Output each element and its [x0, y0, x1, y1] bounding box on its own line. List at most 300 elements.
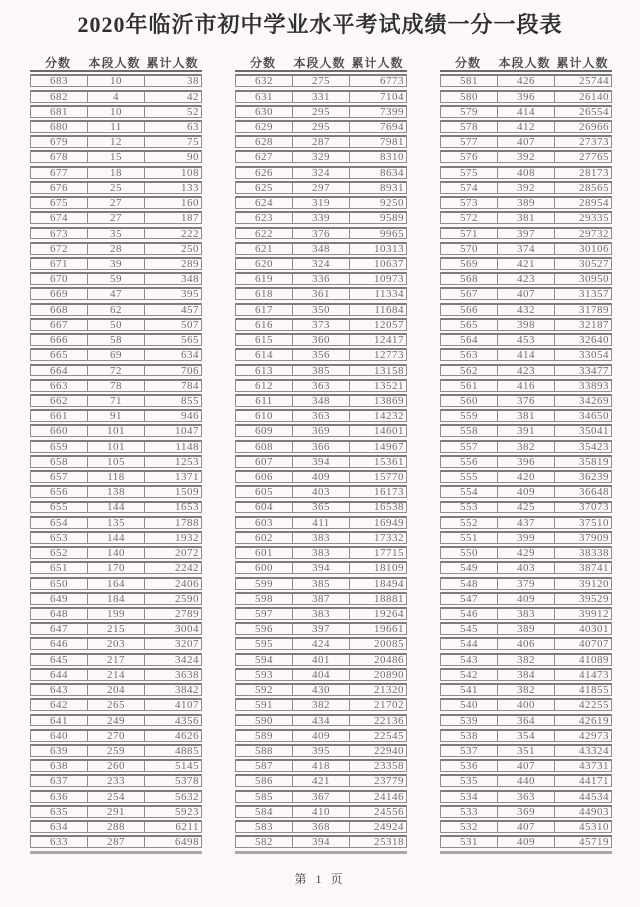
table-row [30, 318, 202, 331]
table-row [30, 683, 202, 696]
segment-count-cell: 62 [87, 305, 144, 315]
table-row [440, 592, 612, 605]
table-row [235, 348, 407, 361]
table-row [235, 744, 407, 757]
segment-count-cell: 423 [497, 366, 554, 376]
cumulative-count-cell: 1371 [144, 472, 201, 482]
table-row [440, 835, 612, 848]
header-segment-count: 本段人数 [498, 55, 551, 70]
cumulative-count-cell: 1148 [144, 442, 201, 452]
segment-count-cell: 297 [292, 183, 349, 193]
score-cell: 602 [255, 531, 273, 544]
score-cell: 650 [50, 577, 68, 590]
segment-count-cell: 423 [497, 274, 554, 284]
score-cell: 623 [255, 212, 273, 225]
table-row [440, 455, 612, 468]
score-cell: 571 [460, 227, 478, 240]
segment-count-cell: 365 [292, 503, 349, 513]
segment-count-cell: 363 [497, 792, 554, 802]
cumulative-count-cell: 108 [144, 168, 201, 178]
segment-count-cell: 396 [497, 457, 554, 467]
segment-count-cell: 394 [292, 837, 349, 847]
segment-count-cell: 215 [87, 624, 144, 634]
score-cell: 649 [50, 592, 68, 605]
table-row [235, 561, 407, 574]
table-row [30, 531, 202, 544]
score-cell: 669 [50, 288, 68, 301]
table-row [440, 166, 612, 179]
segment-count-cell: 401 [292, 655, 349, 665]
score-cell: 670 [50, 273, 68, 286]
score-cell: 680 [50, 121, 68, 133]
score-cell: 614 [255, 349, 273, 362]
table-row [235, 181, 407, 194]
cumulative-count-cell: 17332 [349, 533, 406, 543]
segment-count-cell: 217 [87, 655, 144, 665]
score-cell: 672 [50, 242, 68, 255]
table-bottom-border [235, 851, 407, 854]
score-cell: 622 [255, 227, 273, 240]
table-row [440, 364, 612, 377]
table-row [440, 546, 612, 559]
cumulative-count-cell: 23779 [349, 776, 406, 786]
score-cell: 617 [255, 303, 273, 316]
segment-count-cell: 440 [497, 776, 554, 786]
cumulative-count-cell: 19661 [349, 624, 406, 634]
segment-count-cell: 354 [497, 731, 554, 741]
segment-count-cell: 403 [497, 563, 554, 573]
table-row [30, 272, 202, 285]
segment-count-cell: 164 [87, 579, 144, 589]
score-cell: 585 [255, 790, 273, 803]
table-row [235, 501, 407, 514]
score-cell: 679 [50, 136, 68, 149]
cumulative-count-cell: 2242 [144, 563, 201, 573]
segment-count-cell: 101 [87, 442, 144, 452]
cumulative-count-cell: 19264 [349, 609, 406, 619]
segment-count-cell: 392 [497, 183, 554, 193]
cumulative-count-cell: 21320 [349, 685, 406, 695]
table-row [235, 820, 407, 833]
segment-count-cell: 10 [87, 76, 144, 86]
score-cell: 545 [460, 623, 478, 636]
table-row [30, 470, 202, 483]
cumulative-count-cell: 5632 [144, 792, 201, 802]
score-cell: 646 [50, 638, 68, 651]
cumulative-count-cell: 5923 [144, 807, 201, 817]
table-row [440, 820, 612, 833]
table-row [440, 531, 612, 544]
table-row [440, 622, 612, 635]
score-cell: 674 [50, 212, 68, 225]
segment-count-cell: 383 [292, 609, 349, 619]
score-cell: 595 [255, 638, 273, 651]
segment-count-cell: 363 [292, 381, 349, 391]
score-cell: 603 [255, 516, 273, 529]
segment-count-cell: 295 [292, 122, 349, 132]
segment-count-cell: 398 [497, 320, 554, 330]
table-row [235, 409, 407, 422]
cumulative-count-cell: 7399 [349, 107, 406, 117]
cumulative-count-cell: 2406 [144, 579, 201, 589]
segment-count-cell: 396 [497, 92, 554, 102]
score-cell: 616 [255, 318, 273, 331]
score-cell: 581 [460, 75, 478, 88]
table-row [30, 303, 202, 316]
score-cell: 636 [50, 790, 68, 803]
cumulative-count-cell: 2072 [144, 548, 201, 558]
cumulative-count-cell: 43324 [554, 746, 611, 756]
cumulative-count-cell: 20085 [349, 639, 406, 649]
cumulative-count-cell: 13521 [349, 381, 406, 391]
score-cell: 533 [460, 805, 478, 818]
table-row [30, 668, 202, 681]
cumulative-count-cell: 457 [144, 305, 201, 315]
table-row [440, 120, 612, 133]
segment-count-cell: 395 [292, 746, 349, 756]
page-number: 第 1 页 [294, 871, 346, 886]
score-cell: 663 [50, 379, 68, 392]
segment-count-cell: 408 [497, 168, 554, 178]
table-row [235, 607, 407, 620]
segment-count-cell: 11 [87, 122, 144, 132]
segment-count-cell: 367 [292, 792, 349, 802]
score-cell: 598 [255, 592, 273, 605]
score-cell: 632 [255, 75, 273, 88]
segment-count-cell: 288 [87, 822, 144, 832]
segment-count-cell: 39 [87, 259, 144, 269]
score-cell: 559 [460, 410, 478, 423]
segment-count-cell: 25 [87, 183, 144, 193]
table-row [30, 744, 202, 757]
cumulative-count-cell: 22136 [349, 716, 406, 726]
segment-count-cell: 364 [497, 716, 554, 726]
cumulative-count-cell: 52 [144, 107, 201, 117]
cumulative-count-cell: 222 [144, 229, 201, 239]
segment-count-cell: 71 [87, 396, 144, 406]
segment-count-cell: 407 [497, 822, 554, 832]
segment-count-cell: 78 [87, 381, 144, 391]
score-cell: 618 [255, 288, 273, 301]
cumulative-count-cell: 37510 [554, 518, 611, 528]
table-row [30, 501, 202, 514]
score-cell: 673 [50, 227, 68, 240]
score-cell: 656 [50, 486, 68, 499]
score-cell: 568 [460, 273, 478, 286]
table-row [30, 714, 202, 727]
table-row [30, 698, 202, 711]
segment-count-cell: 389 [497, 624, 554, 634]
score-cell: 625 [255, 181, 273, 194]
table-row [235, 455, 407, 468]
cumulative-count-cell: 10637 [349, 259, 406, 269]
score-cell: 682 [50, 90, 68, 103]
score-cell: 678 [50, 151, 68, 164]
score-cell: 553 [460, 501, 478, 514]
cumulative-count-cell: 44171 [554, 776, 611, 786]
table-bottom-border [440, 851, 612, 854]
segment-count-cell: 287 [87, 837, 144, 847]
score-cell: 572 [460, 212, 478, 225]
score-cell: 635 [50, 805, 68, 818]
table-row [30, 653, 202, 666]
score-cell: 620 [255, 257, 273, 270]
score-cell: 565 [460, 318, 478, 331]
cumulative-count-cell: 395 [144, 289, 201, 299]
score-cell: 601 [255, 547, 273, 560]
segment-count-cell: 351 [497, 746, 554, 756]
cumulative-count-cell: 41089 [554, 655, 611, 665]
table-row [440, 303, 612, 316]
cumulative-count-cell: 42619 [554, 716, 611, 726]
table-row [440, 333, 612, 346]
score-cell: 560 [460, 394, 478, 407]
cumulative-count-cell: 63 [144, 122, 201, 132]
segment-count-cell: 434 [292, 716, 349, 726]
segment-count-cell: 265 [87, 700, 144, 710]
table-row [235, 150, 407, 163]
score-cell: 579 [460, 105, 478, 118]
score-cell: 566 [460, 303, 478, 316]
table-row [235, 683, 407, 696]
cumulative-count-cell: 32187 [554, 320, 611, 330]
cumulative-count-cell: 34269 [554, 396, 611, 406]
segment-count-cell: 287 [292, 137, 349, 147]
cumulative-count-cell: 6211 [144, 822, 201, 832]
table-row [440, 668, 612, 681]
table-row [30, 516, 202, 529]
score-cell: 558 [460, 425, 478, 438]
cumulative-count-cell: 33054 [554, 350, 611, 360]
table-row [30, 790, 202, 803]
score-cell: 633 [50, 836, 68, 849]
cumulative-count-cell: 15361 [349, 457, 406, 467]
score-cell: 536 [460, 760, 478, 773]
score-cell: 549 [460, 562, 478, 575]
page-title: 2020年临沂市初中学业水平考试成绩一分一段表 [77, 12, 563, 37]
score-cell: 626 [255, 166, 273, 179]
score-cell: 590 [255, 714, 273, 727]
segment-count-cell: 260 [87, 761, 144, 771]
segment-count-cell: 414 [497, 107, 554, 117]
segment-count-cell: 275 [292, 76, 349, 86]
table-row [30, 257, 202, 270]
segment-count-cell: 382 [497, 685, 554, 695]
segment-count-cell: 118 [87, 472, 144, 482]
score-cell: 667 [50, 318, 68, 331]
cumulative-count-cell: 12773 [349, 350, 406, 360]
table-row [30, 242, 202, 255]
table-row [235, 196, 407, 209]
segment-count-cell: 421 [497, 259, 554, 269]
cumulative-count-cell: 22545 [349, 731, 406, 741]
score-cell: 661 [50, 410, 68, 423]
score-cell: 532 [460, 821, 478, 834]
table-row [440, 394, 612, 407]
score-cell: 611 [255, 394, 273, 407]
segment-count-cell: 233 [87, 776, 144, 786]
table-row [235, 120, 407, 133]
segment-count-cell: 391 [497, 426, 554, 436]
cumulative-count-cell: 35423 [554, 442, 611, 452]
segment-count-cell: 376 [497, 396, 554, 406]
score-table-group-1 [30, 54, 202, 854]
cumulative-count-cell: 3424 [144, 655, 201, 665]
score-cell: 666 [50, 334, 68, 347]
table-row [30, 637, 202, 650]
cumulative-count-cell: 2789 [144, 609, 201, 619]
score-cell: 604 [255, 501, 273, 514]
table-header-row [440, 54, 612, 72]
cumulative-count-cell: 38 [144, 76, 201, 86]
cumulative-count-cell: 43731 [554, 761, 611, 771]
cumulative-count-cell: 36239 [554, 472, 611, 482]
segment-count-cell: 397 [292, 624, 349, 634]
table-row [30, 394, 202, 407]
score-cell: 612 [255, 379, 273, 392]
cumulative-count-cell: 25744 [554, 76, 611, 86]
score-cell: 683 [50, 75, 68, 88]
table-row [440, 759, 612, 772]
score-cell: 677 [50, 166, 68, 179]
cumulative-count-cell: 10313 [349, 244, 406, 254]
score-cell: 556 [460, 455, 478, 468]
table-row [440, 790, 612, 803]
cumulative-count-cell: 4626 [144, 731, 201, 741]
segment-count-cell: 361 [292, 289, 349, 299]
cumulative-count-cell: 187 [144, 213, 201, 223]
segment-count-cell: 406 [497, 639, 554, 649]
table-row [235, 166, 407, 179]
score-cell: 557 [460, 440, 478, 453]
segment-count-cell: 10 [87, 107, 144, 117]
table-row [235, 714, 407, 727]
score-cell: 582 [255, 836, 273, 849]
segment-count-cell: 18 [87, 168, 144, 178]
cumulative-count-cell: 6773 [349, 76, 406, 86]
segment-count-cell: 432 [497, 305, 554, 315]
segment-count-cell: 324 [292, 259, 349, 269]
table-row [235, 424, 407, 437]
cumulative-count-cell: 5145 [144, 761, 201, 771]
segment-count-cell: 394 [292, 563, 349, 573]
cumulative-count-cell: 13158 [349, 366, 406, 376]
segment-count-cell: 101 [87, 426, 144, 436]
table-row [440, 501, 612, 514]
segment-count-cell: 437 [497, 518, 554, 528]
table-row [440, 424, 612, 437]
segment-count-cell: 199 [87, 609, 144, 619]
cumulative-count-cell: 1653 [144, 503, 201, 513]
table-row [30, 820, 202, 833]
segment-count-cell: 249 [87, 716, 144, 726]
segment-count-cell: 384 [497, 670, 554, 680]
segment-count-cell: 382 [497, 655, 554, 665]
score-cell: 587 [255, 760, 273, 773]
segment-count-cell: 411 [292, 518, 349, 528]
segment-count-cell: 369 [292, 426, 349, 436]
cumulative-count-cell: 14967 [349, 442, 406, 452]
table-row [235, 135, 407, 148]
score-table-group-3 [440, 54, 612, 854]
cumulative-count-cell: 44534 [554, 792, 611, 802]
table-row [235, 333, 407, 346]
cumulative-count-cell: 289 [144, 259, 201, 269]
cumulative-count-cell: 45310 [554, 822, 611, 832]
score-cell: 535 [460, 775, 478, 788]
table-row [30, 546, 202, 559]
segment-count-cell: 373 [292, 320, 349, 330]
table-row [235, 379, 407, 392]
table-row [30, 592, 202, 605]
score-cell: 643 [50, 684, 68, 697]
score-cell: 599 [255, 577, 273, 590]
table-row [30, 835, 202, 848]
segment-count-cell: 376 [292, 229, 349, 239]
cumulative-count-cell: 29335 [554, 213, 611, 223]
score-cell: 606 [255, 471, 273, 484]
cumulative-count-cell: 27373 [554, 137, 611, 147]
segment-count-cell: 140 [87, 548, 144, 558]
score-cell: 539 [460, 714, 478, 727]
table-row [235, 74, 407, 87]
score-cell: 652 [50, 547, 68, 560]
segment-count-cell: 404 [292, 670, 349, 680]
cumulative-count-cell: 20890 [349, 670, 406, 680]
table-row [30, 364, 202, 377]
score-cell: 654 [50, 516, 68, 529]
cumulative-count-cell: 37909 [554, 533, 611, 543]
segment-count-cell: 399 [497, 533, 554, 543]
segment-count-cell: 409 [292, 731, 349, 741]
cumulative-count-cell: 42255 [554, 700, 611, 710]
cumulative-count-cell: 30527 [554, 259, 611, 269]
segment-count-cell: 138 [87, 487, 144, 497]
score-cell: 569 [460, 257, 478, 270]
score-cell: 660 [50, 425, 68, 438]
score-cell: 627 [255, 151, 273, 164]
score-cell: 551 [460, 531, 478, 544]
table-row [235, 759, 407, 772]
score-cell: 547 [460, 592, 478, 605]
cumulative-count-cell: 1047 [144, 426, 201, 436]
score-cell: 548 [460, 577, 478, 590]
cumulative-count-cell: 8310 [349, 152, 406, 162]
cumulative-count-cell: 31357 [554, 289, 611, 299]
score-cell: 537 [460, 744, 478, 757]
cumulative-count-cell: 29732 [554, 229, 611, 239]
score-cell: 593 [255, 668, 273, 681]
table-row [440, 379, 612, 392]
table-row [30, 561, 202, 574]
cumulative-count-cell: 28954 [554, 198, 611, 208]
header-segment-count: 本段人数 [88, 55, 141, 70]
table-bottom-border [30, 851, 202, 854]
cumulative-count-cell: 45719 [554, 837, 611, 847]
segment-count-cell: 383 [292, 533, 349, 543]
segment-count-cell: 409 [497, 487, 554, 497]
score-cell: 570 [460, 242, 478, 255]
table-row [440, 440, 612, 453]
segment-count-cell: 407 [497, 761, 554, 771]
segment-count-cell: 331 [292, 92, 349, 102]
score-cell: 637 [50, 775, 68, 788]
header-cumulative-count: 累计人数 [146, 55, 199, 70]
score-cell: 552 [460, 516, 478, 529]
table-row [440, 653, 612, 666]
cumulative-count-cell: 14601 [349, 426, 406, 436]
segment-count-cell: 69 [87, 350, 144, 360]
